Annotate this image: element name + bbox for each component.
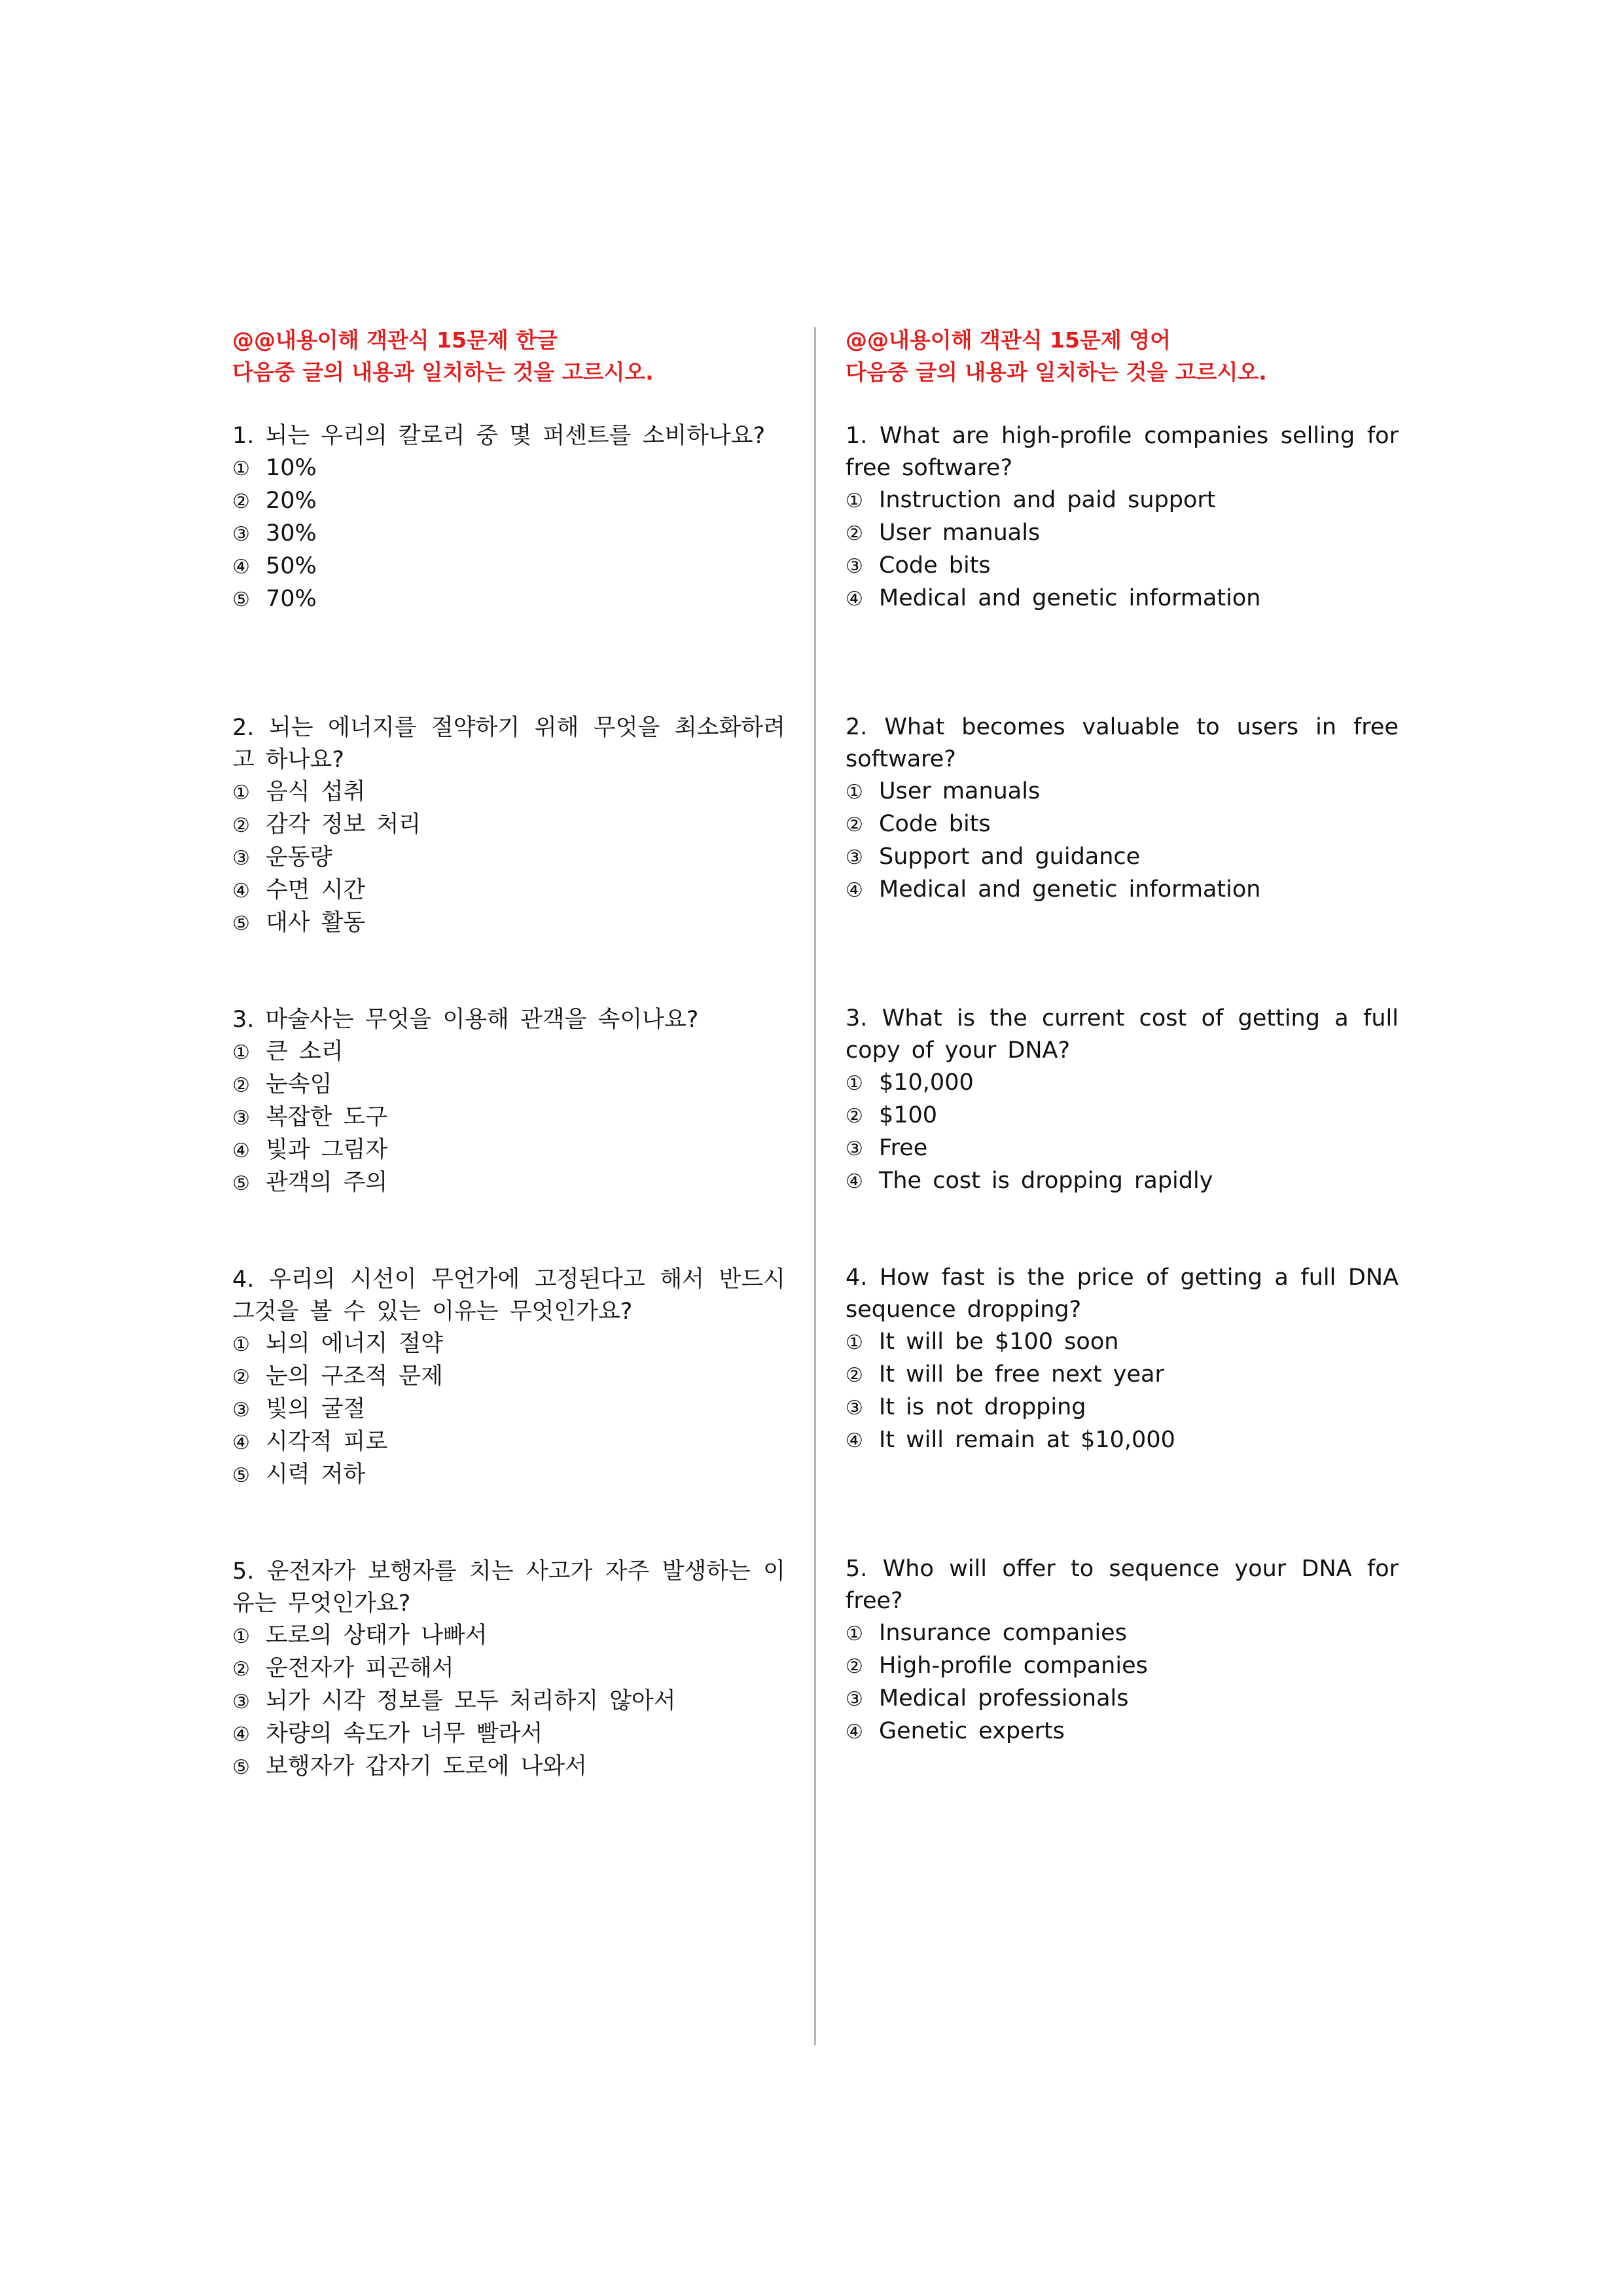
option-marker: ③	[846, 1138, 863, 1160]
option	[846, 1326, 1399, 1359]
korean-header	[232, 324, 785, 388]
option	[846, 1359, 1399, 1391]
option	[846, 1391, 1399, 1424]
question-block	[232, 712, 785, 940]
option-marker: ②	[846, 1105, 863, 1128]
option-marker: ④	[232, 1723, 250, 1746]
option-marker: ②	[232, 1658, 250, 1681]
question-block	[846, 420, 1399, 615]
option-marker: ⑤	[232, 588, 250, 611]
option-text: The cost is dropping rapidly	[879, 1168, 1213, 1194]
question-block	[846, 1553, 1399, 1748]
option	[232, 809, 785, 842]
option-text: 70%	[266, 586, 317, 612]
option	[846, 1067, 1399, 1100]
question-text: 3. 마술사는 무엇을 이용해 관객을 속이나요?	[232, 1007, 699, 1033]
english-header	[846, 324, 1399, 388]
option	[232, 1718, 785, 1751]
option-marker: ①	[232, 1041, 250, 1064]
option	[232, 518, 785, 550]
option-text: $10,000	[879, 1069, 974, 1096]
question-block	[846, 1262, 1399, 1457]
option	[232, 874, 785, 907]
option	[846, 1424, 1399, 1457]
option	[846, 841, 1399, 874]
question-block	[846, 711, 1399, 906]
option	[232, 1328, 785, 1361]
option-marker: ③	[846, 1688, 863, 1711]
question-text: 5. Who will offer to sequence your DNA for free?	[846, 1556, 1399, 1614]
question-text: 4. 우리의 시선이 무언가에 고정된다고 해서 반드시 그것을 볼 수 있는 이유는 무엇인가요?	[232, 1266, 785, 1325]
option	[232, 485, 785, 518]
option	[232, 1134, 785, 1167]
option-marker: ②	[232, 1366, 250, 1389]
korean-title: @@내용이해 객관식 15문제 한글	[232, 327, 558, 353]
option	[232, 452, 785, 485]
option-text: 뇌가 시각 정보를 모두 처리하지 않아서	[266, 1688, 676, 1714]
question-text: 2. What becomes valuable to users in free software?	[846, 714, 1399, 772]
option-text: Medical and genetic information	[879, 876, 1261, 903]
option-text: 30%	[266, 520, 317, 547]
option-text: 큰 소리	[266, 1039, 344, 1065]
option-text: 눈의 구조적 문제	[266, 1363, 443, 1390]
option-marker: ⑤	[232, 912, 250, 935]
option-text: It will remain at $10,000	[879, 1427, 1175, 1453]
option	[846, 550, 1399, 583]
option-marker: ①	[846, 1331, 863, 1354]
option	[846, 1132, 1399, 1165]
option-text: 50%	[266, 553, 317, 579]
option-text: Insurance companies	[879, 1620, 1127, 1646]
option-marker: ④	[846, 1429, 863, 1452]
option-marker: ④	[846, 879, 863, 902]
option-marker: ③	[232, 1107, 250, 1130]
question-text: 2. 뇌는 에너지를 절약하기 위해 무엇을 최소화하려고 하나요?	[232, 715, 785, 773]
question-block	[232, 1264, 785, 1492]
option-marker: ②	[846, 522, 863, 545]
korean-instruction: 다음중 글의 내용과 일치하는 것을 고르시오.	[232, 359, 654, 385]
option-marker: ①	[846, 781, 863, 804]
option-text: User manuals	[879, 520, 1041, 546]
option-marker: ⑤	[232, 1464, 250, 1487]
option-marker: ④	[232, 880, 250, 903]
option-text: 복잡한 도구	[266, 1104, 388, 1130]
option	[232, 1167, 785, 1200]
option-marker: ③	[846, 555, 863, 578]
option-text: It is not dropping	[879, 1394, 1086, 1420]
option-text: 운동량	[266, 844, 332, 870]
option-marker: ①	[232, 781, 250, 804]
option-text: Free	[879, 1135, 928, 1161]
option	[232, 1036, 785, 1069]
option	[846, 1165, 1399, 1198]
option-marker: ②	[232, 490, 250, 513]
option-text: Medical and genetic information	[879, 585, 1261, 611]
option-marker: ②	[846, 814, 863, 836]
question-block	[232, 1004, 785, 1200]
option	[232, 776, 785, 809]
option-marker: ⑤	[232, 1756, 250, 1779]
option-marker: ④	[846, 588, 863, 611]
option-text: 눈속임	[266, 1071, 332, 1098]
option-marker: ③	[232, 1399, 250, 1422]
option	[232, 907, 785, 940]
option-text: Medical professionals	[879, 1685, 1129, 1712]
option	[846, 874, 1399, 906]
option	[232, 1069, 785, 1102]
question-block	[846, 1003, 1399, 1198]
option-text: 뇌의 에너지 절약	[266, 1331, 443, 1357]
option-marker: ⑤	[232, 1172, 250, 1195]
column-divider	[814, 327, 816, 2045]
option-text: 음식 섭취	[266, 779, 366, 805]
option-text: 대사 활동	[266, 910, 366, 936]
option	[846, 1100, 1399, 1132]
option-marker: ①	[232, 1333, 250, 1356]
option-marker: ④	[846, 1170, 863, 1193]
option-marker: ①	[846, 1623, 863, 1645]
english-instruction: 다음중 글의 내용과 일치하는 것을 고르시오.	[846, 359, 1267, 385]
option	[846, 517, 1399, 550]
option	[232, 1459, 785, 1492]
option-text: It will be free next year	[879, 1361, 1164, 1388]
option-text: High-profile companies	[879, 1653, 1148, 1679]
option	[846, 1650, 1399, 1683]
option-marker: ④	[846, 1721, 863, 1744]
option-text: 20%	[266, 488, 317, 514]
option	[232, 550, 785, 583]
option-marker: ③	[232, 847, 250, 870]
option-marker: ②	[846, 1364, 863, 1387]
option-marker: ②	[232, 814, 250, 837]
option-text: Genetic experts	[879, 1718, 1065, 1744]
option-marker: ③	[846, 846, 863, 869]
option-marker: ③	[232, 1691, 250, 1713]
option	[846, 776, 1399, 808]
question-text: 1. 뇌는 우리의 칼로리 중 몇 퍼센트를 소비하나요?	[232, 423, 766, 449]
question-block	[232, 420, 785, 616]
question-text: 3. What is the current cost of getting a full copy of your DNA?	[846, 1005, 1399, 1064]
option-marker: ①	[846, 490, 863, 512]
option-text: Code bits	[879, 552, 991, 579]
option	[232, 1620, 785, 1653]
option-text: Support and guidance	[879, 844, 1141, 870]
option-text: 운전자가 피곤해서	[266, 1655, 454, 1681]
option-marker: ④	[232, 1431, 250, 1454]
option	[846, 1617, 1399, 1650]
question-text: 4. How fast is the price of getting a full DNA sequence dropping?	[846, 1265, 1399, 1323]
option-text: 수면 시간	[266, 877, 366, 903]
option-text: 도로의 상태가 나빠서	[266, 1623, 488, 1649]
english-title: @@내용이해 객관식 15문제 영어	[846, 327, 1171, 353]
option	[232, 1102, 785, 1134]
option	[232, 1653, 785, 1685]
option-text: 10%	[266, 455, 317, 481]
option	[232, 1361, 785, 1393]
option-text: 감각 정보 처리	[266, 812, 421, 838]
option-marker: ③	[232, 523, 250, 546]
option-text: 관객의 주의	[266, 1170, 388, 1196]
option-text: 보행자가 갑자기 도로에 나와서	[266, 1753, 587, 1780]
option	[232, 842, 785, 874]
option-marker: ①	[232, 1625, 250, 1648]
option	[232, 1426, 785, 1459]
option	[846, 808, 1399, 841]
question-block	[232, 1556, 785, 1784]
option	[846, 1683, 1399, 1715]
option-marker: ④	[232, 556, 250, 579]
question-text: 1. What are high-profile companies selling for free software?	[846, 423, 1399, 481]
option-text: 시각적 피로	[266, 1429, 388, 1455]
option-marker: ②	[232, 1074, 250, 1097]
option	[846, 583, 1399, 615]
option	[846, 1715, 1399, 1748]
option-marker: ③	[846, 1397, 863, 1420]
korean-quiz-column	[232, 324, 785, 1784]
option-text: Code bits	[879, 811, 991, 837]
english-quiz-column	[846, 324, 1399, 1748]
option-text: Instruction and paid support	[879, 487, 1216, 513]
option-marker: ④	[232, 1139, 250, 1162]
option	[232, 583, 785, 616]
option-marker: ②	[846, 1655, 863, 1678]
option-text: $100	[879, 1102, 938, 1128]
option-marker: ①	[232, 457, 250, 480]
question-text: 5. 운전자가 보행자를 치는 사고가 자주 발생하는 이유는 무엇인가요?	[232, 1558, 785, 1617]
option	[232, 1751, 785, 1784]
option-marker: ①	[846, 1072, 863, 1095]
option-text: 시력 저하	[266, 1462, 366, 1488]
option	[232, 1393, 785, 1426]
option-text: User manuals	[879, 778, 1041, 804]
option	[232, 1685, 785, 1718]
option-text: 빛의 굴절	[266, 1396, 366, 1422]
option-text: It will be $100 soon	[879, 1329, 1119, 1355]
option-text: 빛과 그림자	[266, 1137, 388, 1163]
option-text: 차량의 속도가 너무 빨라서	[266, 1721, 543, 1747]
option	[846, 484, 1399, 517]
